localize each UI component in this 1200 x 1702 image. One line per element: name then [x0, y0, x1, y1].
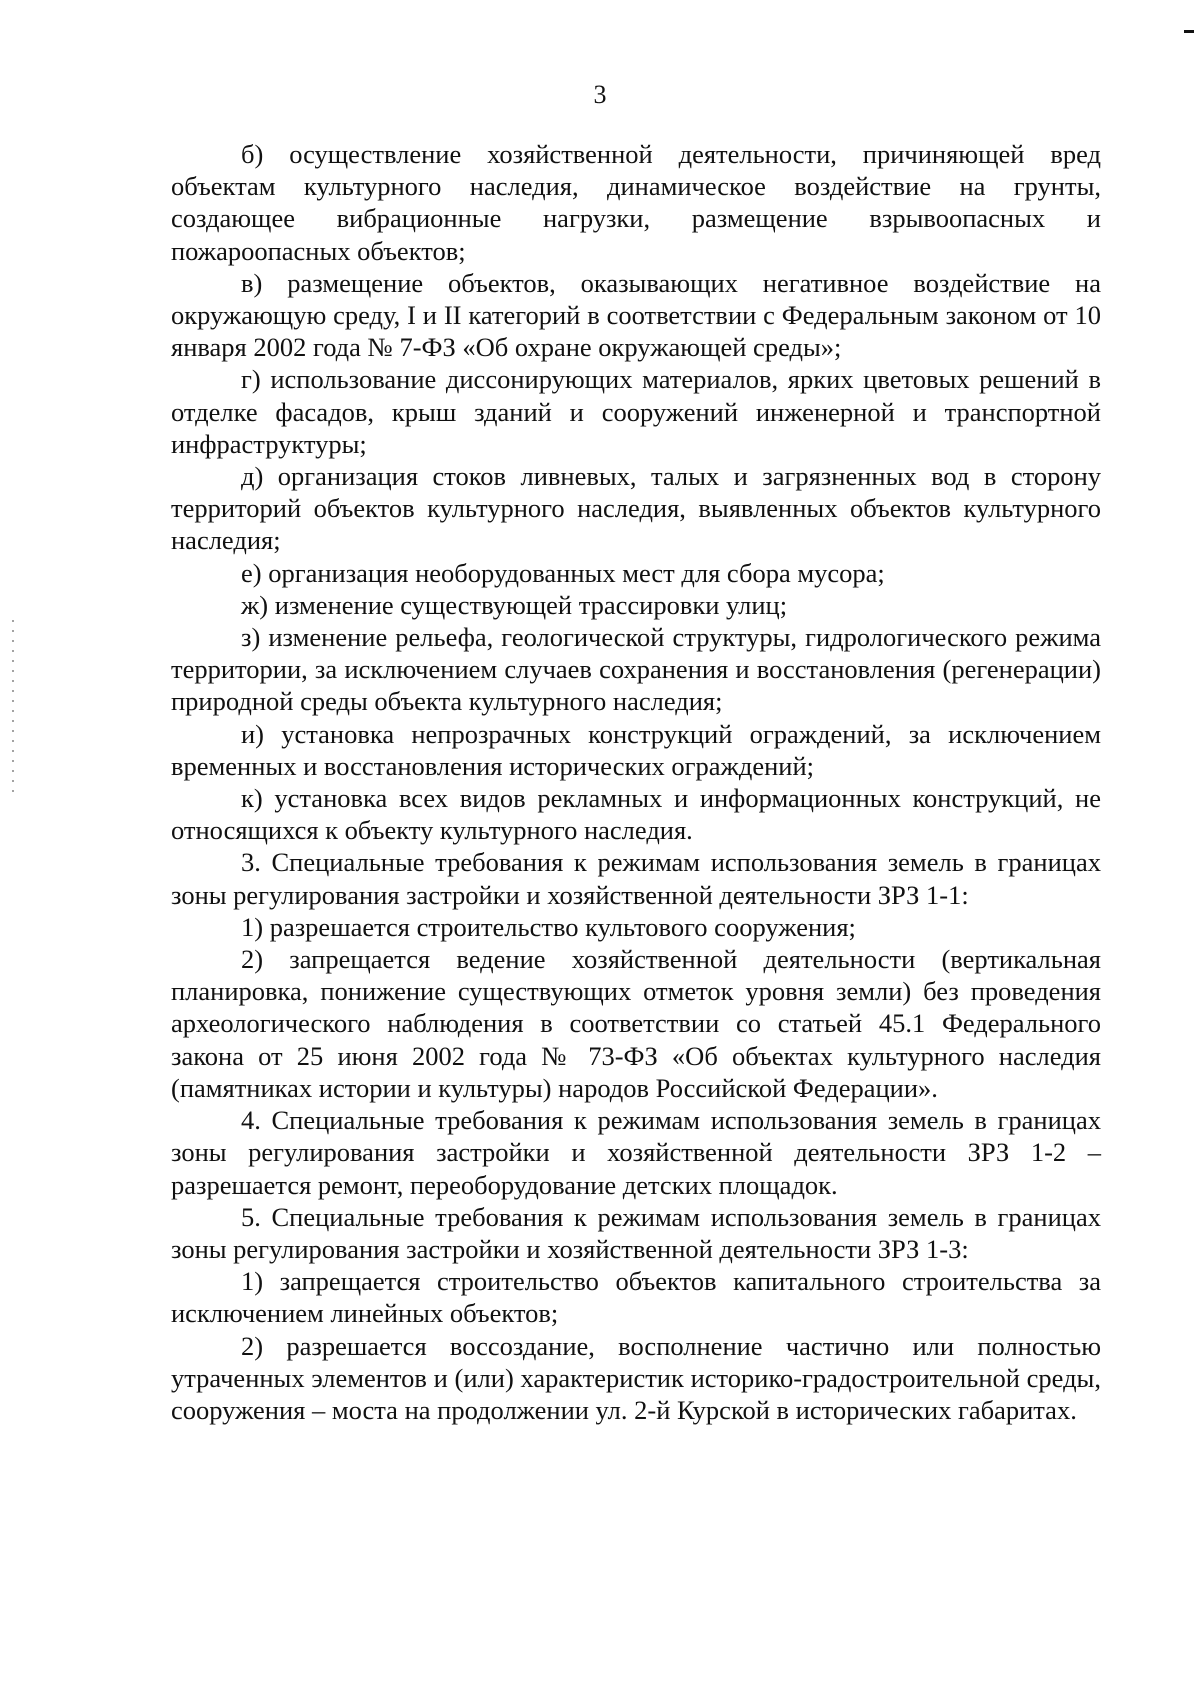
page-number: 3: [593, 80, 607, 109]
paragraph-v: в) размещение объектов, оказывающих негативное воздействие на окружающую среду, I и II категорий в соответствии с Федеральным законом от 10 января 2002 года № 7-ФЗ «Об охране окружающей среды»;: [171, 267, 1101, 363]
section-3-item-2: 2) запрещается ведение хозяйственной деятельности (вертикальная планировка, понижение существующих отметок уровня земли) без проведения археологического наблюдения в соответствии со статьей 45.1 Федерального закона от 25 июня 2002 года № 73-ФЗ «Об объектах культурного наследия (памятниках истории и культуры) народов Российской Федерации».: [171, 944, 1101, 1103]
paragraph-e: е) организация необорудованных мест для сбора мусора;: [241, 557, 885, 588]
document-body: [171, 138, 1101, 1426]
paragraph-z: з) изменение рельефа, геологической структуры, гидрологического режима территории, за исключением случаев сохранения и восстановления (регенерации) природной среды объекта культурного наследия;: [171, 622, 1101, 717]
paragraph-zh: ж) изменение существующей трассировки улиц;: [241, 589, 788, 620]
paragraph-g: г) использование диссонирующих материалов, ярких цветовых решений в отделке фасадов, крыш зданий и сооружений инженерной и транспортной инфраструктуры;: [171, 364, 1101, 459]
section-3-heading: 3. Специальные требования к режимам использования земель в границах зоны регулирования застройки и хозяйственной деятельности ЗРЗ 1-1:: [171, 847, 1101, 910]
paragraph-b: б) осуществление хозяйственной деятельности, причиняющей вред объектам культурного наследия, динамическое воздействие на грунты, создающее вибрационные нагрузки, размещение взрывоопасных и пожароопасных объектов;: [171, 139, 1101, 266]
paragraph-d: д) организация стоков ливневых, талых и загрязненных вод в сторону территорий объектов культурного наследия, выявленных объектов культурного наследия;: [171, 461, 1101, 556]
paragraph-k: к) установка всех видов рекламных и информационных конструкций, не относящихся к объекту культурного наследия.: [171, 783, 1101, 846]
section-5-item-1: 1) запрещается строительство объектов капитального строительства за исключением линейных объектов;: [171, 1266, 1101, 1329]
section-5-heading: 5. Специальные требования к режимам использования земель в границах зоны регулирования застройки и хозяйственной деятельности ЗРЗ 1-3:: [171, 1201, 1101, 1264]
section-4: 4. Специальные требования к режимам использования земель в границах зоны регулирования застройки и хозяйственной деятельности ЗРЗ 1-2 – разрешается ремонт, переоборудование детских площадок.: [171, 1105, 1101, 1200]
scan-edge-mark: [1184, 30, 1194, 33]
section-3-item-1: 1) разрешается строительство культового сооружения;: [241, 911, 856, 942]
scan-margin-dots: [12, 620, 14, 800]
paragraph-i: и) установка непрозрачных конструкций ограждений, за исключением временных и восстановления исторических ограждений;: [171, 718, 1101, 781]
section-5-item-2: 2) разрешается воссоздание, восполнение частично или полностью утраченных элементов и (или) характеристик историко-градостроительной среды, сооружения – моста на продолжении ул. 2-й Курской в исторических габаритах.: [171, 1330, 1101, 1425]
